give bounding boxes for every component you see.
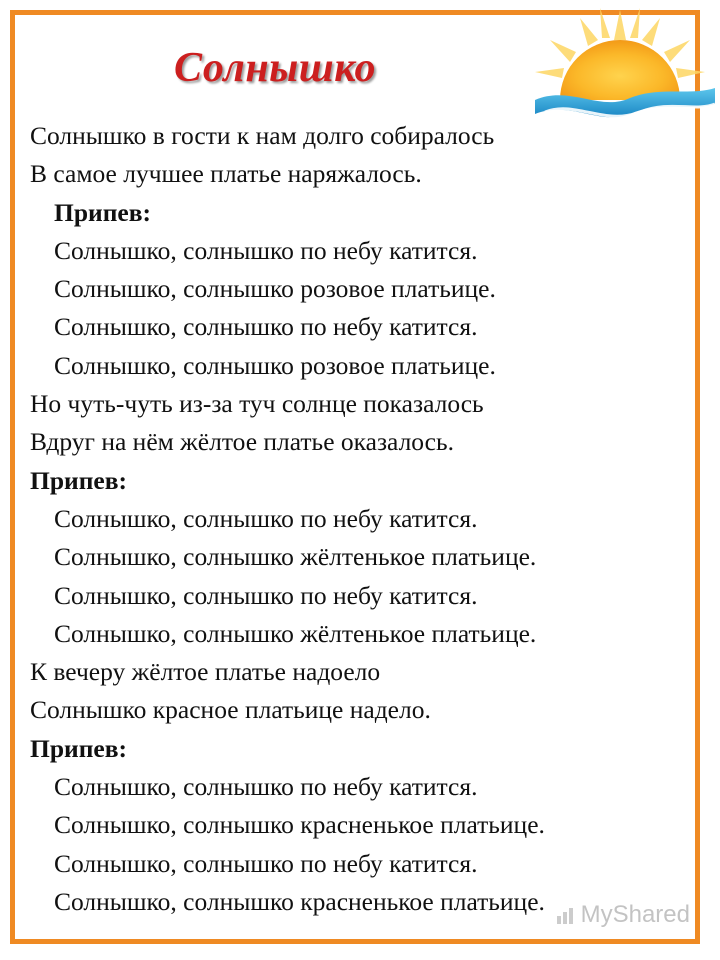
lyric-line: К вечеру жёлтое платье надоело [30,657,381,687]
lyric-line: Солнышко, солнышко жёлтенькое платьице. [54,542,537,572]
lyric-line: Солнышко в гости к нам долго собиралось [30,121,495,150]
chorus-label: Припев: [30,733,127,763]
lyric-line: Солнышко красное платьице надело. [30,695,431,725]
lyric-line: Солнышко, солнышко по небу катится. [54,772,478,802]
lyric-line: Солнышко, солнышко по небу катится. [54,312,478,342]
lyrics-body [30,117,690,921]
lyric-line: Но чуть-чуть из-за туч солнце показалось [30,389,484,419]
watermark [555,900,690,930]
lyric-line: Солнышко, солнышко по небу катится. [54,503,478,533]
lyric-line: Солнышко, солнышко по небу катится. [54,235,478,265]
lyric-line: Вдруг на нём жёлтое платье оказалось. [30,427,454,457]
lyric-line: Солнышко, солнышко розовое платьице. [54,350,496,380]
lyric-line: Солнышко, солнышко жёлтенькое платьице. [54,618,537,648]
myshared-logo-icon [555,904,577,926]
lyric-line: Солнышко, солнышко по небу катится. [54,848,478,878]
lyric-line: В самое лучшее платье наряжалось. [30,159,422,189]
lyric-line: Солнышко, солнышко красненькое платьице. [54,810,545,840]
chorus-label: Припев: [30,465,127,495]
lyric-line: Солнышко, солнышко по небу катится. [54,580,478,610]
lyric-line: Солнышко, солнышко розовое платьице. [54,274,496,304]
chorus-label: Припев: [54,197,151,227]
page-title: Солнышко [174,45,376,91]
watermark-text: MyShared [580,901,690,928]
lyric-line: Солнышко, солнышко красненькое платьице. [54,886,545,916]
